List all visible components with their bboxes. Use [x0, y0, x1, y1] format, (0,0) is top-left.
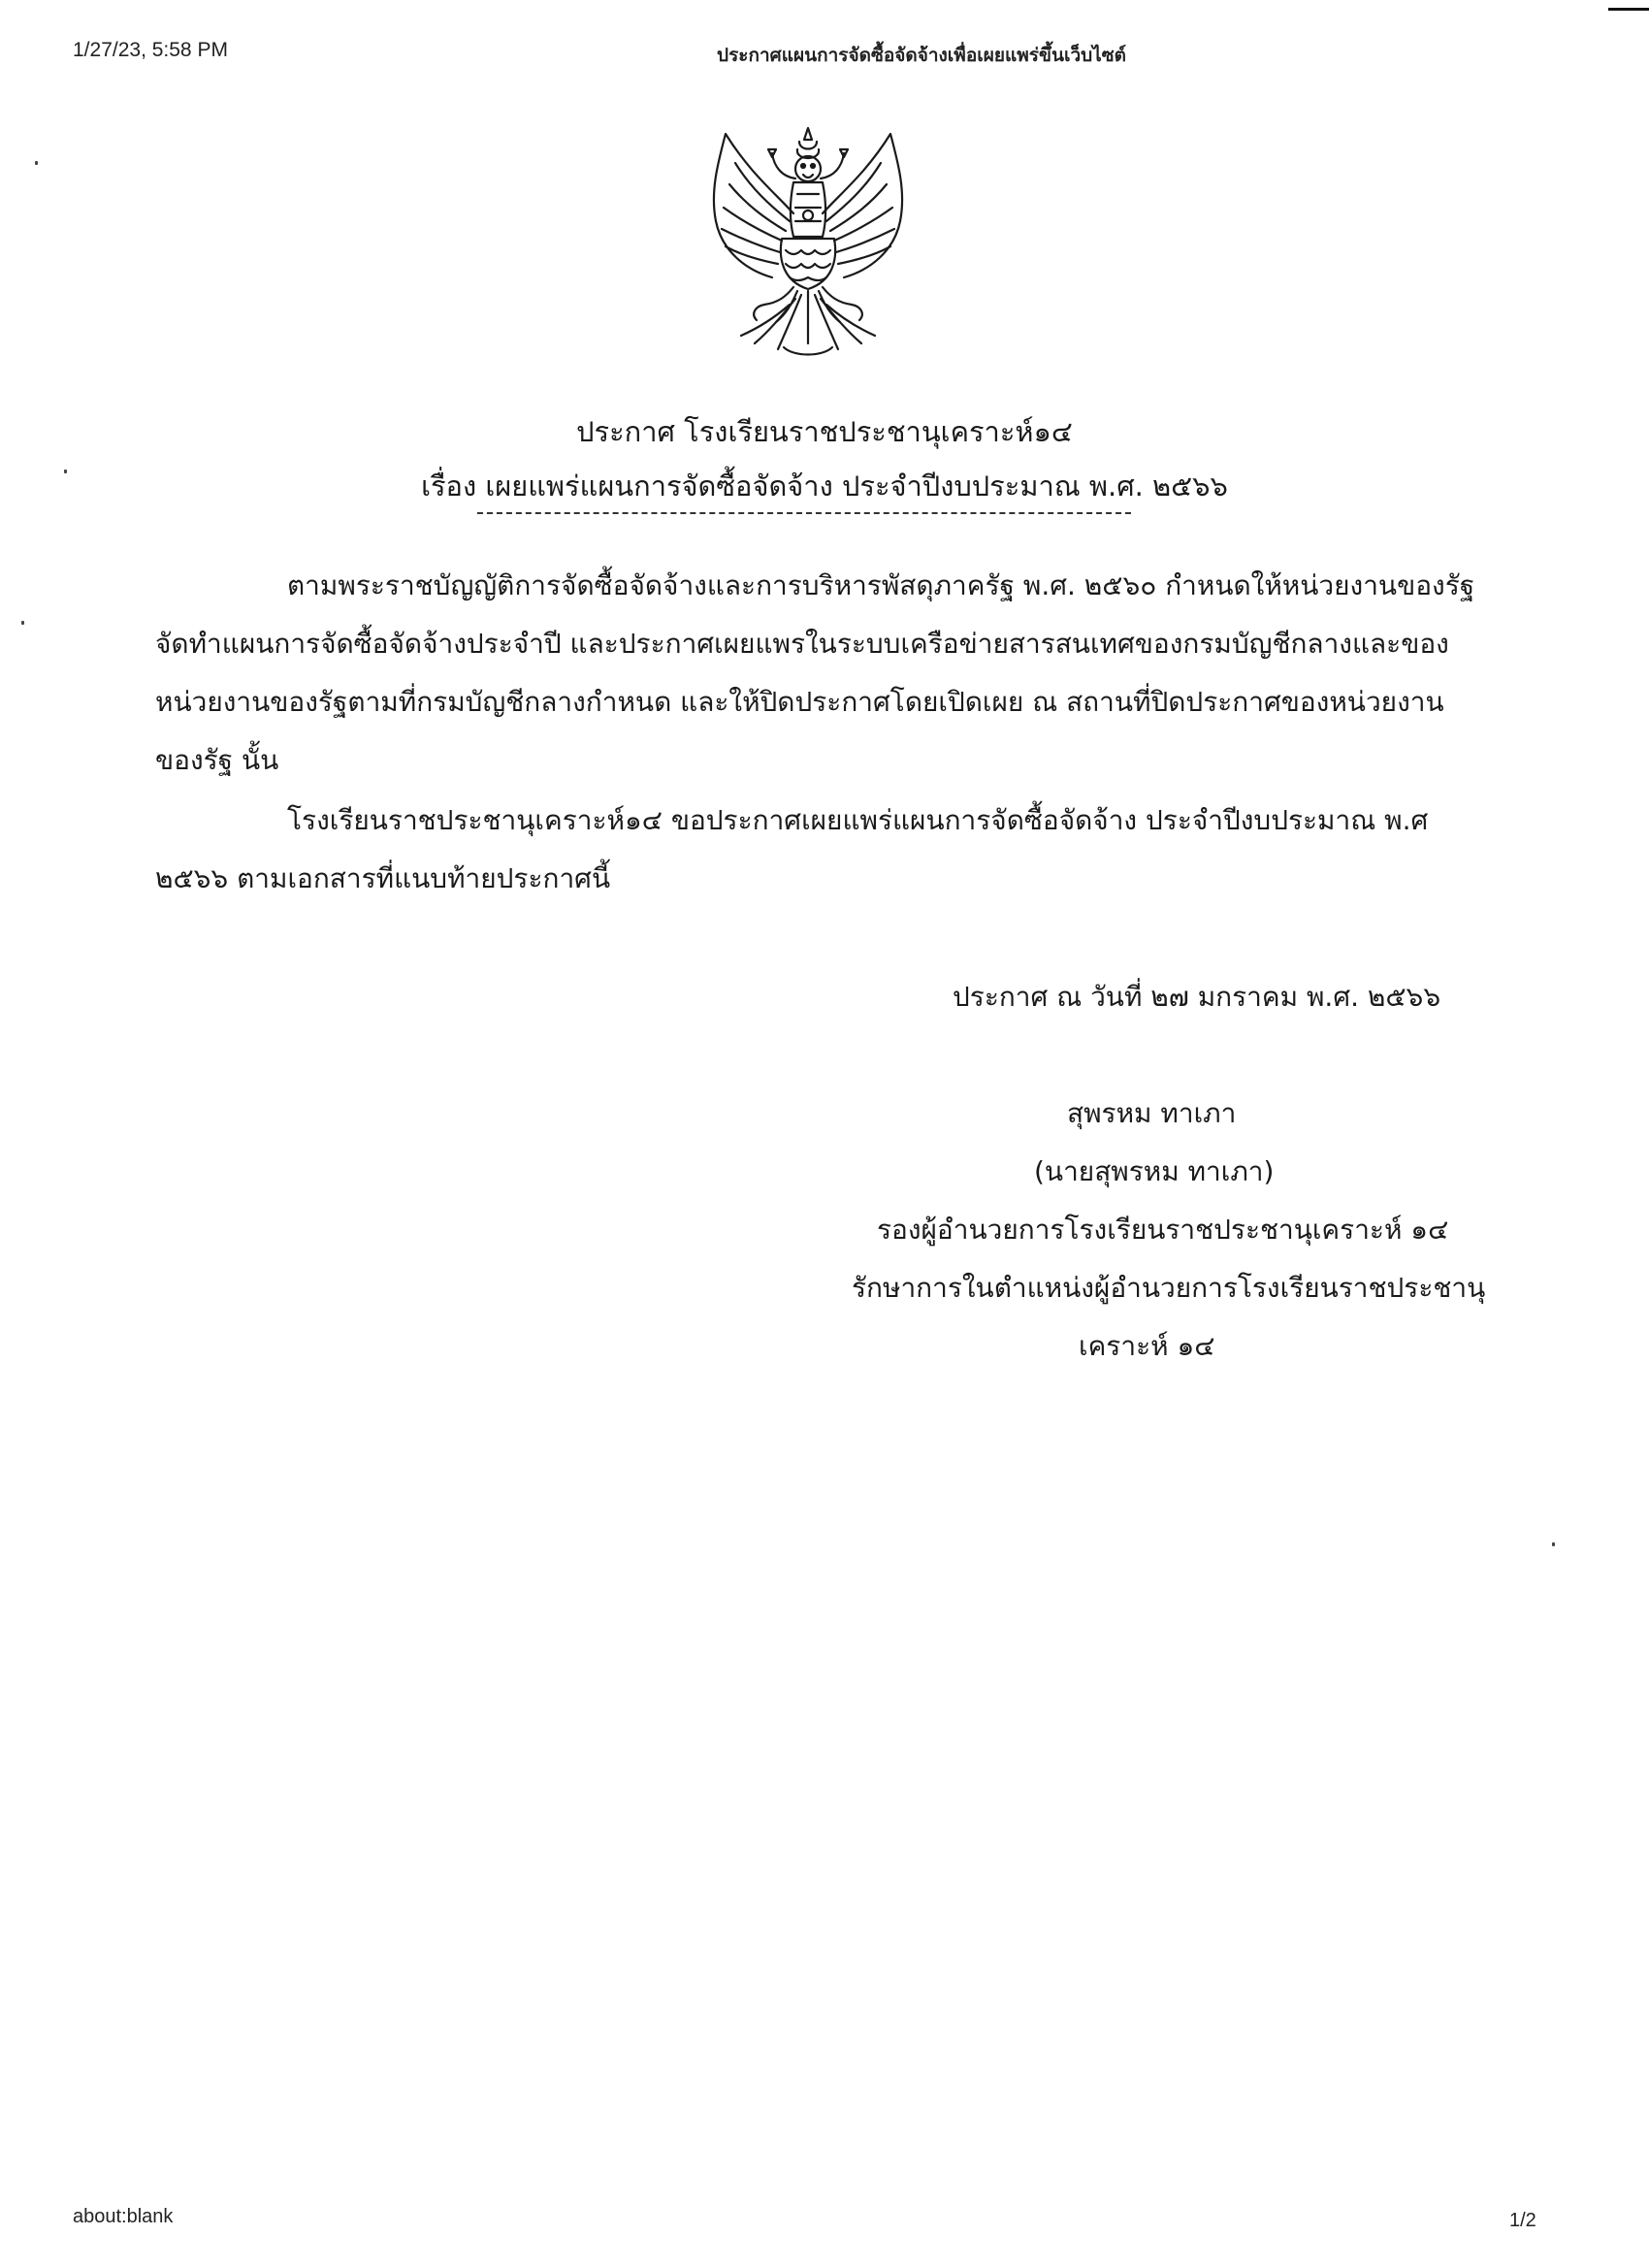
paragraph-1-line-3: หน่วยงานของรัฐตามที่กรมบัญชีกลางกำหนด และให้ปิดประกาศโดยเปิดเผย ณ สถานที่ปิดประกาศของหน่วยงาน [155, 686, 1444, 718]
announcement-subject: เรื่อง เผยแพร่แผนการจัดซื้อจัดจ้าง ประจำปีงบประมาณ พ.ศ. ๒๕๖๖ [421, 470, 1228, 502]
paragraph-2-line-2: ๒๕๖๖ ตามเอกสารที่แนบท้ายประกาศนี้ [155, 862, 611, 894]
signature-position-2: รักษาการในตำแหน่งผู้อำนวยการโรงเรียนราชประชานุ [852, 1272, 1486, 1304]
signature-printed-name: (นายสุพรหม ทาเภา) [1034, 1155, 1275, 1187]
scan-speck [1552, 1542, 1555, 1546]
paragraph-2-line-1: โรงเรียนราชประชานุเคราะห์๑๔ ขอประกาศเผยแพร่แผนการจัดซื้อจัดจ้าง ประจำปีงบประมาณ พ.ศ [287, 804, 1429, 836]
garuda-emblem-icon [696, 124, 920, 365]
print-datetime: 1/27/23, 5:58 PM [73, 39, 228, 61]
scan-speck [21, 621, 24, 625]
print-page-title: ประกาศแผนการจัดซื้อจัดจ้างเพื่อเผยแพร่ขึ้นเว็บไซต์ [717, 45, 1126, 66]
announcement-title: ประกาศ โรงเรียนราชประชานุเคราะห์๑๔ [576, 415, 1073, 448]
signature-position-3: เคราะห์ ๑๔ [1079, 1330, 1215, 1362]
title-separator [477, 512, 1131, 514]
signature-name: สุพรหม ทาเภา [1067, 1097, 1237, 1129]
paragraph-1-line-1: ตามพระราชบัญญัติการจัดซื้อจัดจ้างและการบริหารพัสดุภาครัฐ พ.ศ. ๒๕๖๐ กำหนดให้หน่วยงานของรัฐ [287, 569, 1475, 601]
scan-speck [64, 470, 67, 473]
scan-corner-mark [1608, 8, 1649, 11]
print-url: about:blank [73, 2206, 174, 2227]
signature-position-1: รองผู้อำนวยการโรงเรียนราชประชานุเคราะห์ ๑๔ [877, 1214, 1449, 1246]
print-page-number: 1/2 [1509, 2210, 1536, 2231]
scan-speck [35, 161, 38, 165]
paragraph-1-line-2: จัดทำแผนการจัดซื้อจัดจ้างประจำปี และประกาศเผยแพรในระบบเครือข่ายสารสนเทศของกรมบัญชีกลางและของ [155, 628, 1449, 660]
paragraph-1-line-4: ของรัฐ นั้น [155, 744, 279, 776]
announcement-date: ประกาศ ณ วันที่ ๒๗ มกราคม พ.ศ. ๒๕๖๖ [953, 981, 1441, 1013]
